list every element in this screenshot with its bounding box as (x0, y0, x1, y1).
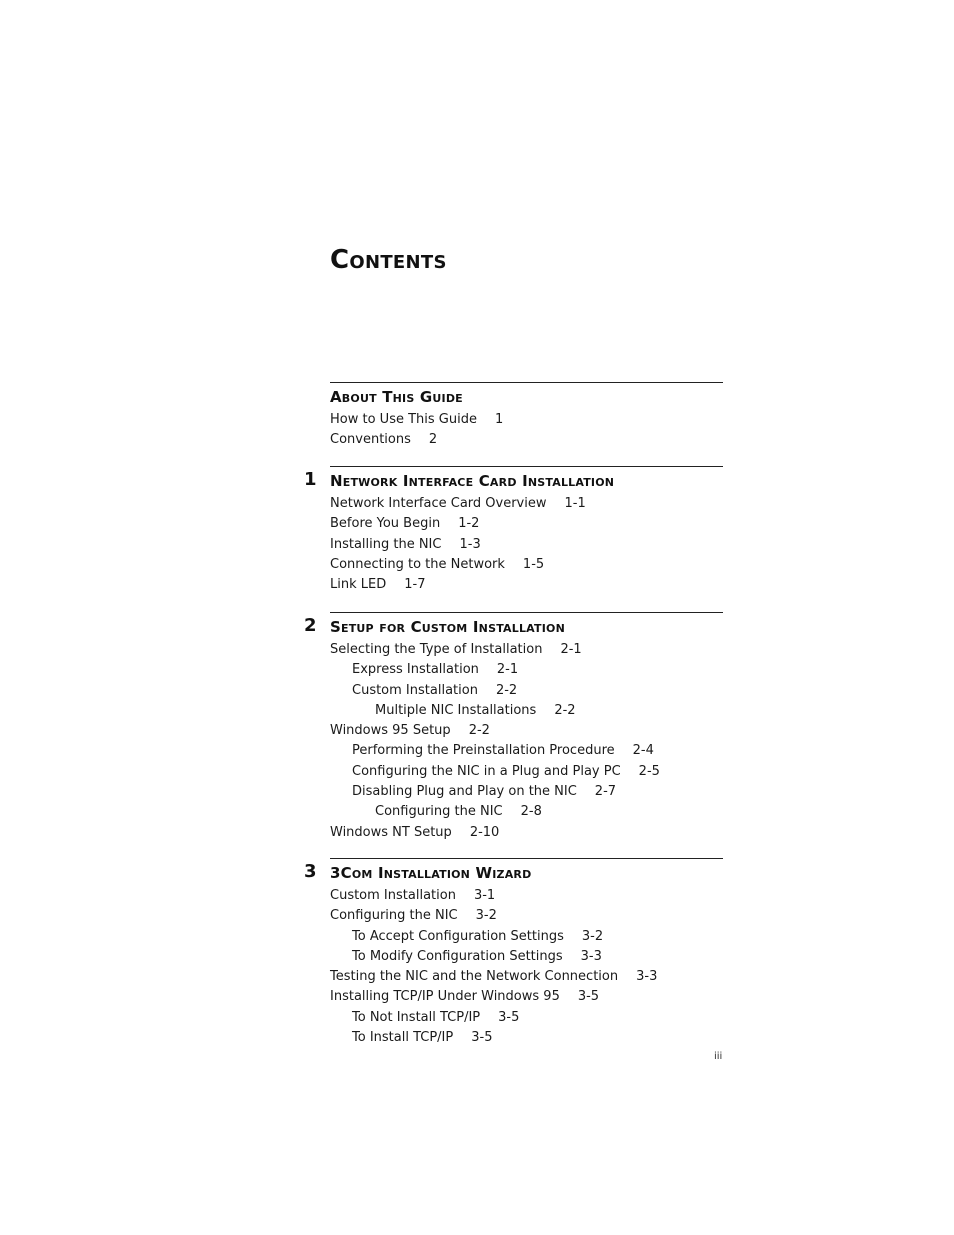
toc-entry-title: To Install TCP/IP (352, 1030, 454, 1046)
toc-entry[interactable] (330, 886, 723, 906)
toc-entry[interactable] (330, 782, 723, 802)
toc-entry[interactable] (330, 575, 723, 595)
toc-entry[interactable] (330, 762, 723, 782)
toc-entry-title: Windows NT Setup (330, 824, 452, 840)
toc-entry-page: 3-5 (471, 1030, 493, 1046)
toc-entry-page: 1 (494, 412, 504, 427)
toc-entry-title: Custom Installation (352, 682, 478, 698)
section-entries (330, 494, 723, 595)
toc-entry-page: 1-7 (404, 577, 426, 593)
toc-entry[interactable] (330, 906, 723, 926)
toc-entry-page: 2-10 (469, 824, 500, 840)
toc-entry[interactable] (330, 927, 723, 947)
toc-entry-title: Testing the NIC and the Network Connection (330, 969, 619, 985)
toc-entry[interactable] (330, 660, 723, 680)
toc-entry-title: Configuring the NIC (330, 908, 458, 924)
toc-entry-page: 2-2 (554, 702, 576, 718)
toc-entry-page: 1-5 (522, 556, 545, 572)
toc-entry-page: 3-3 (580, 948, 602, 964)
toc-entry-title: Network Interface Card Overview (330, 496, 547, 511)
toc-entry-title: To Accept Configuration Settings (352, 928, 564, 944)
section-number: 3 (304, 861, 317, 882)
toc-entry-page: 2 (428, 432, 438, 448)
toc-entry-title: Performing the Preinstallation Procedure (352, 743, 615, 759)
toc-section-about (330, 382, 723, 451)
toc-entry-title: How to Use This Guide (330, 412, 477, 427)
toc-entry[interactable] (330, 494, 723, 514)
toc-section-chapter-1 (304, 466, 723, 595)
toc-entry-title: Disabling Plug and Play on the NIC (352, 784, 577, 800)
section-title: Network Interface Card Installation (330, 472, 615, 490)
toc-entry[interactable] (330, 721, 723, 741)
toc-entry-title: Configuring the NIC in a Plug and Play PC (352, 763, 621, 779)
toc-entry-title: Connecting to the Network (330, 556, 505, 572)
toc-entry[interactable] (330, 802, 723, 822)
section-title: About This Guide (330, 388, 463, 406)
toc-entry-page: 2-5 (638, 763, 660, 779)
toc-entry[interactable] (330, 987, 723, 1007)
section-entries (330, 410, 723, 451)
toc-entry-title: Configuring the NIC (375, 804, 503, 820)
section-title: 3Com Installation Wizard (330, 864, 532, 882)
toc-entry-title: Installing the NIC (330, 536, 442, 552)
section-entries (330, 640, 723, 843)
toc-entry-title: Link LED (330, 577, 387, 593)
toc-entry-page: 2-2 (495, 682, 518, 698)
section-title: Setup for Custom Installation (330, 618, 565, 636)
page-title: Contents (330, 245, 447, 275)
toc-entry[interactable] (330, 1028, 723, 1048)
toc-entry-page: 2-4 (632, 743, 654, 759)
section-number: 2 (304, 615, 317, 636)
toc-entry-title: To Not Install TCP/IP (352, 1009, 481, 1025)
toc-entry-page: 1-3 (459, 536, 481, 552)
toc-entry[interactable] (330, 410, 723, 430)
toc-entry[interactable] (330, 701, 723, 721)
toc-entry-title: Express Installation (352, 662, 479, 678)
toc-entry-page: 2-2 (468, 723, 490, 739)
toc-entry[interactable] (330, 947, 723, 967)
toc-entry[interactable] (330, 535, 723, 555)
toc-entry-page: 3-2 (475, 908, 497, 924)
section-entries (330, 886, 723, 1048)
toc-entry[interactable] (330, 741, 723, 761)
toc-entry-page: 2-8 (520, 804, 542, 820)
toc-entry[interactable] (330, 640, 723, 660)
toc-entry-title: Custom Installation (330, 888, 456, 903)
toc-entry[interactable] (330, 1008, 723, 1028)
toc-entry[interactable] (330, 555, 723, 575)
toc-entry-page: 3-5 (577, 989, 600, 1005)
toc-entry-page: 3-5 (498, 1009, 520, 1025)
toc-entry-page: 3-3 (636, 969, 658, 985)
toc-entry[interactable] (330, 430, 723, 450)
toc-entry-page: 2-1 (496, 662, 519, 678)
page-number: iii (714, 1051, 723, 1062)
toc-entry-page: 3-2 (581, 928, 604, 944)
toc-entry-title: To Modify Configuration Settings (352, 948, 563, 964)
toc-entry-title: Installing TCP/IP Under Windows 95 (330, 989, 560, 1005)
toc-entry[interactable] (330, 823, 723, 843)
toc-entry-page: 3-1 (473, 888, 496, 903)
toc-section-chapter-2 (304, 612, 723, 843)
toc-entry[interactable] (330, 967, 723, 987)
toc-entry-page: 1-2 (458, 516, 480, 532)
section-number: 1 (304, 469, 317, 490)
toc-entry-title: Windows 95 Setup (330, 723, 451, 739)
toc-section-chapter-3 (304, 858, 723, 1048)
toc-entry-title: Multiple NIC Installations (375, 702, 537, 718)
toc-entry-title: Selecting the Type of Installation (330, 642, 543, 657)
toc-entry[interactable] (330, 681, 723, 701)
toc-entry-title: Before You Begin (330, 516, 441, 532)
toc-entry-page: 2-1 (560, 642, 582, 657)
toc-entry-title: Conventions (330, 432, 411, 448)
toc-entry-page: 1-1 (564, 496, 586, 511)
toc-entry[interactable] (330, 514, 723, 534)
toc-entry-page: 2-7 (594, 784, 617, 800)
